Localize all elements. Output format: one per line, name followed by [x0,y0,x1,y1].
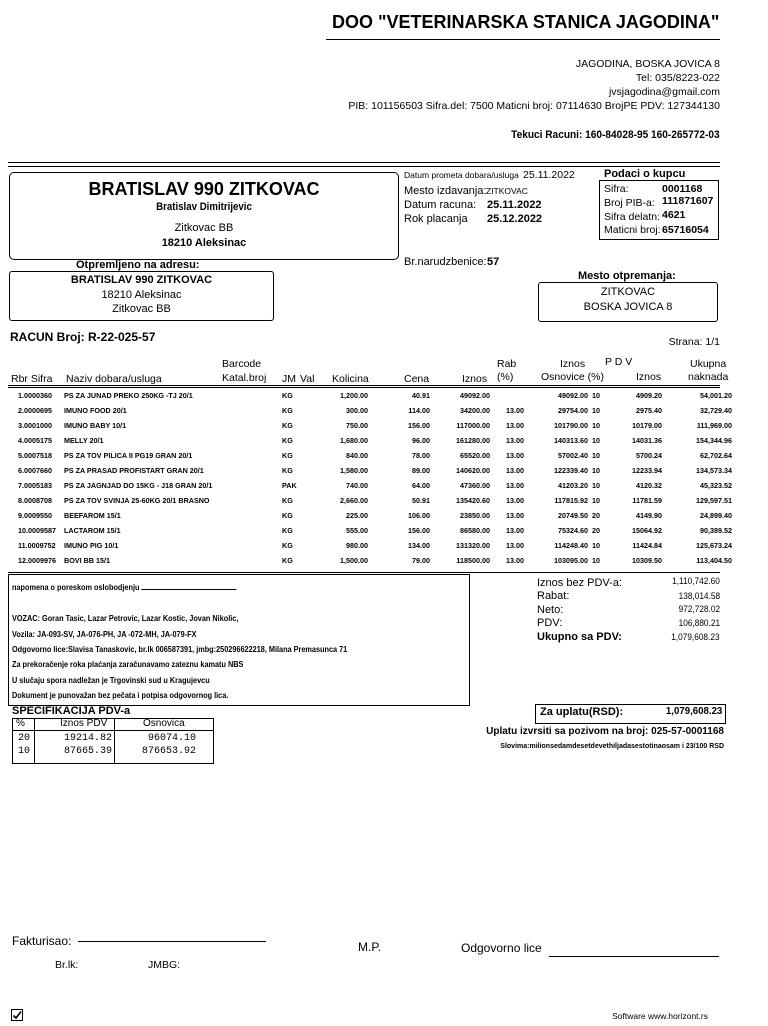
cell-rbr: 6.0007660 [18,466,52,475]
cell-naziv: IMUNO FOOD 20/1 [64,406,127,415]
cell-osn: 117815.92 [554,496,588,505]
total-ukupno-label: Ukupno sa PDV: [537,631,622,643]
cell-rbr: 10.0009587 [18,526,56,535]
note-zakasnjenje: Za prekoračenje roka plaćanja zaračunavamo zateznu kamatu NBS [12,659,244,669]
total-rabat-label: Rabat: [537,590,570,602]
cell-rbr: 5.0007518 [18,451,52,460]
cell-uk: 125,673.24 [696,541,732,550]
cell-rab: 13.00 [506,436,524,445]
spec-cell-osn: 876653.92 [141,746,196,757]
cell-pdv: 2975.40 [636,406,662,415]
cell-jm: KG [282,466,293,475]
cell-osn: 122339.40 [554,466,588,475]
page-number: Strana: 1/1 [668,336,720,348]
shipping-name: BRATISLAV 990 ZITKOVAC [70,274,213,286]
note-spor: U slučaju spora nadležan je Trgovinski sud u Kragujevcu [12,675,210,685]
cell-iznos: 131320.00 [456,541,490,550]
cell-kol: 750.00 [346,421,368,430]
cell-iznos: 161280.00 [456,436,490,445]
cell-rab: 13.00 [506,421,524,430]
cell-cena: 134.00 [408,541,430,550]
cell-rbr: 4.0005175 [18,436,52,445]
cell-iznos: 117000.00 [456,421,490,430]
podaci-pib-label: Broj PIB-a: [604,197,655,209]
cell-cena: 79.00 [412,556,430,565]
cell-rab: 13.00 [506,481,524,490]
buyer-name: BRATISLAV 990 ZITKOVAC [88,179,320,199]
cell-uk: 113,404.50 [696,556,732,565]
table-row [0,511,768,523]
mesto-value: ZITKOVAC [486,186,528,196]
cell-rab: 13.00 [506,526,524,535]
cell-rab: 13.00 [506,556,524,565]
mesto-otpremanja-line2: BOSKA JOVICA 8 [583,301,673,313]
software-credit: Software www.horizont.rs [612,1011,708,1021]
cell-kol: 840.00 [346,451,368,460]
cell-kol: 1,200.00 [340,391,368,400]
cell-naziv: PS ZA JUNAD PREKO 250KG -TJ 20/1 [64,391,193,400]
cell-iznos: 140620.00 [456,466,490,475]
note-dokument: Dokument je punovažan bez pečata i potpisa odgovornog lica. [12,690,229,700]
cell-uk: 54,001.20 [700,391,732,400]
table-row [0,541,768,553]
fakturisao-label: Fakturisao: [12,934,72,948]
company-email: jvsjagodina@gmail.com [608,86,720,98]
cell-pct: 10 [592,436,600,445]
cell-pct: 10 [592,406,600,415]
cell-cena: 89.00 [412,466,430,475]
cell-jm: KG [282,496,293,505]
cell-uk: 62,702.64 [700,451,732,460]
cell-pct: 10 [592,391,600,400]
total-neto-value: 972,728.02 [678,604,720,614]
cell-pdv: 5700.24 [636,451,662,460]
note-vozac: VOZAC: Goran Tasic, Lazar Petrovic, Lazar Kostic, Jovan Nikolic, [12,613,239,623]
table-row [0,391,768,403]
cell-pdv: 4120.32 [636,481,662,490]
total-pdv-label: PDV: [537,617,563,629]
table-row [0,556,768,568]
note-vozila: Vozila: JA-093-SV, JA-076-PH, JA -072-MH, JA-079-FX [12,629,197,639]
cell-iznos: 47360.00 [460,481,490,490]
za-uplatu-label: Za uplatu(RSD): [540,706,624,718]
cell-cena: 64.00 [412,481,430,490]
cell-uk: 90,389.52 [700,526,732,535]
cell-cena: 78.00 [412,451,430,460]
cell-osn: 114248.40 [554,541,588,550]
cell-iznos: 23850.00 [460,511,490,520]
shipping-label: Otpremljeno na adresu: [76,259,200,271]
table-row [0,406,768,418]
cell-rbr: 2.0000695 [18,406,52,415]
table-row [0,526,768,538]
podaci-sifra-label: Sifra: [604,183,629,195]
cell-osn: 75324.60 [558,526,588,535]
table-row [0,436,768,448]
col-kolicina: Kolicina [332,373,369,385]
cell-naziv: MELLY 20/1 [64,436,104,445]
total-bez-pdv-value: 1,110,742.60 [672,576,720,586]
cell-pdv: 11424.84 [632,541,662,550]
buyer-person: Bratislav Dimitrijevic [156,201,252,213]
col-ukupna: Ukupna [690,358,727,370]
cell-rab: 13.00 [506,541,524,550]
cell-uk: 24,899.40 [700,511,732,520]
cell-rab: 13.00 [506,451,524,460]
cell-pct: 20 [592,511,600,520]
table-row [0,451,768,463]
rok-value: 25.12.2022 [487,213,543,225]
total-ukupno-value: 1,079,608.23 [671,632,720,642]
cell-jm: KG [282,421,293,430]
cell-iznos: 135420.60 [456,496,490,505]
cell-pct: 10 [592,466,600,475]
cell-pct: 10 [592,451,600,460]
cell-osn: 103095.00 [554,556,588,565]
cell-rbr: 11.0009752 [18,541,56,550]
podaci-maticni-value: 65716054 [662,224,709,236]
cell-pct: 10 [592,496,600,505]
spec-header-line [12,730,214,731]
cell-pct: 20 [592,526,600,535]
table-row [0,481,768,493]
rok-label: Rok placanja [404,213,468,225]
cell-pdv: 4149.90 [636,511,662,520]
cell-jm: KG [282,511,293,520]
podaci-maticni-label: Maticni broj: [604,224,661,236]
divider [8,162,720,163]
cell-naziv: BEEFAROM 15/1 [64,511,121,520]
cell-kol: 2,660.00 [340,496,368,505]
cell-jm: PAK [282,481,297,490]
shipping-street: Zitkovac BB [112,303,171,315]
podaci-title: Podaci o kupcu [604,168,686,180]
odgovorno-lice-label: Odgovorno lice [461,941,542,955]
cell-rab: 13.00 [506,406,524,415]
promet-label: Datum prometa dobara/usluga [404,170,519,180]
cell-jm: KG [282,556,293,565]
cell-cena: 96.00 [412,436,430,445]
cell-rbr: 7.0005183 [18,481,52,490]
cell-naziv: PS ZA TOV SVINJA 25-60KG 20/1 BRASNO [64,496,210,505]
cell-pct: 10 [592,481,600,490]
cell-kol: 1,500.00 [340,556,368,565]
cell-jm: KG [282,391,293,400]
cell-osn: 140313.60 [554,436,588,445]
col-rab-pct: (%) [497,371,514,383]
promet-value: 25.11.2022 [523,169,575,181]
cell-osn: 57002.40 [558,451,588,460]
total-neto-label: Neto: [537,604,564,616]
fakturisao-line [78,941,266,942]
table-header-line [8,385,720,386]
cell-jm: KG [282,541,293,550]
title-underline [326,39,720,40]
col-naziv: Naziv dobara/usluga [66,373,162,385]
cell-naziv: IMUNO PIG 10/1 [64,541,119,550]
total-pdv-value: 106,880.21 [678,618,720,628]
col-iznos: Iznos [462,373,488,385]
cell-cena: 106.00 [408,511,430,520]
col-iznos-osnovice: Iznos [560,358,586,370]
table-row [0,466,768,478]
cell-iznos: 34200.00 [460,406,490,415]
col-jm: JM [282,373,296,385]
cell-pdv: 4909.20 [636,391,662,400]
podaci-delatn-value: 4621 [662,209,686,221]
datum-label: Datum racuna: [404,199,477,211]
za-uplatu-value: 1,079,608.23 [665,705,722,717]
cell-rbr: 1.0000360 [18,391,52,400]
cell-naziv: PS ZA JAGNJAD DO 15KG - J18 GRAN 20/1 [64,481,213,490]
company-ids: PIB: 101156503 Sifra.del: 7500 Maticni broj: 07114630 BrojPE PDV: 127344130 [348,100,720,112]
notes-box [8,574,470,706]
col-barcode: Barcode [222,358,262,370]
spec-cell-iznos: 19214.82 [63,733,112,744]
col-naknada: naknada [688,371,729,383]
col-val: Val [300,373,315,385]
spec-cell-iznos: 87665.39 [63,746,112,757]
cell-iznos: 65520.00 [460,451,490,460]
cell-pdv: 10309.50 [632,556,662,565]
checkbox-icon [11,1008,23,1020]
col-pdv: P D V [605,356,633,368]
cell-iznos: 118500.00 [456,556,490,565]
cell-pct: 10 [592,556,600,565]
cell-rab: 13.00 [506,496,524,505]
cell-kol: 225.00 [346,511,368,520]
cell-uk: 111,969.00 [696,421,732,430]
cell-cena: 114.00 [408,406,430,415]
cell-rbr: 8.0008708 [18,496,52,505]
jmbg-label: JMBG: [148,959,181,971]
buyer-city: 18210 Aleksinac [161,237,247,249]
cell-cena: 156.00 [408,421,430,430]
table-bottom-line [8,572,720,573]
odgovorno-lice-line [549,956,719,957]
col-katal: Katal.broj [222,372,267,384]
total-rabat-value: 138,014.58 [678,591,720,601]
spec-col-divider [34,718,35,764]
divider [8,166,720,167]
mesto-otpremanja-line1: ZITKOVAC [600,286,656,298]
cell-osn: 20749.50 [558,511,588,520]
spec-col-pct: % [16,718,25,729]
mesto-label: Mesto izdavanja: [404,185,487,197]
podaci-sifra-value: 0001168 [662,183,703,195]
cell-pct: 10 [592,541,600,550]
spec-cell-pct: 10 [18,746,31,757]
cell-naziv: PS ZA TOV PILICA II PG19 GRAN 20/1 [64,451,193,460]
cell-kol: 980.00 [346,541,368,550]
cell-cena: 50.91 [412,496,430,505]
company-tel: Tel: 035/8223-022 [635,72,720,84]
cell-cena: 40.91 [412,391,430,400]
cell-rbr: 9.0009550 [18,511,52,520]
bank-accounts: Tekuci Racuni: 160-84028-95 160-265772-03 [511,129,720,141]
cell-uk: 45,323.52 [700,481,732,490]
cell-osn: 49092.00 [558,391,588,400]
cell-iznos: 86580.00 [460,526,490,535]
table-header-line [8,387,720,388]
spec-col-iznos: Iznos PDV [60,718,108,729]
cell-pdv: 12233.94 [632,466,662,475]
spec-title: SPECIFIKACIJA PDV-a [12,705,131,717]
iznos-slovima: Slovima:milionsedamdesetdevethiljadasestotinaosam i 23/100 RSD [500,743,724,750]
cell-rbr: 12.0009976 [18,556,56,565]
poziv-na-broj: Uplatu izvrsiti sa pozivom na broj: 025-57-0001168 [486,726,724,737]
note-odgovorno: Odgovorno lice:Slavisa Tanaskovic, br.lk 006587391, jmbg:250296622218, Milana Premasunca 71 [12,644,348,654]
spec-col-divider [114,718,115,764]
shipping-city: 18210 Aleksinac [101,289,182,301]
col-rbr: Rbr Sifra [11,373,53,385]
cell-naziv: BOVI BB 15/1 [64,556,110,565]
datum-value: 25.11.2022 [487,199,542,211]
invoice-number: RACUN Broj: R-22-025-57 [10,330,156,344]
table-row [0,496,768,508]
cell-kol: 1,580.00 [340,466,368,475]
col-osnovice: Osnovice (%) [541,371,605,383]
cell-naziv: IMUNO BABY 10/1 [64,421,127,430]
col-rab: Rab [497,358,517,370]
cell-pdv: 10179.00 [632,421,662,430]
cell-kol: 300.00 [346,406,368,415]
cell-cena: 156.00 [408,526,430,535]
cell-naziv: LACTAROM 15/1 [64,526,121,535]
cell-naziv: PS ZA PRASAD PROFISTART GRAN 20/1 [64,466,204,475]
cell-pct: 10 [592,421,600,430]
cell-kol: 555.00 [346,526,368,535]
cell-uk: 32,729.40 [700,406,732,415]
col-cena: Cena [404,373,430,385]
cell-jm: KG [282,436,293,445]
col-pdv-iznos: Iznos [636,371,662,383]
total-bez-pdv-label: Iznos bez PDV-a: [537,577,622,589]
cell-osn: 41203.20 [558,481,588,490]
cell-kol: 1,680.00 [340,436,368,445]
podaci-pib-value: 111871607 [662,195,714,207]
cell-rab: 13.00 [506,511,524,520]
spec-cell-pct: 20 [18,733,31,744]
note-napomena: napomena o poreskom oslobodjenju [12,582,237,592]
cell-jm: KG [282,406,293,415]
podaci-delatn-label: Sifra delatn: [604,211,661,223]
buyer-street: Zitkovac BB [174,222,234,234]
narudzbenica-label: Br.narudzbenice: [404,256,487,268]
table-row [0,421,768,433]
cell-uk: 134,573.34 [696,466,732,475]
mp-label: M.P. [358,940,382,954]
cell-rbr: 3.0001000 [18,421,52,430]
cell-osn: 29754.00 [558,406,588,415]
cell-pdv: 15064.92 [632,526,662,535]
cell-osn: 101790.00 [554,421,588,430]
cell-rab: 13.00 [506,466,524,475]
company-title: DOO "VETERINARSKA STANICA JAGODINA" [332,12,720,32]
company-address: JAGODINA, BOSKA JOVICA 8 [575,58,720,70]
cell-kol: 740.00 [346,481,368,490]
cell-jm: KG [282,526,293,535]
spec-col-osnovica: Osnovica [143,718,185,729]
cell-pdv: 11781.59 [632,496,662,505]
brlk-label: Br.lk: [55,959,79,971]
cell-uk: 154,344.96 [696,436,732,445]
cell-jm: KG [282,451,293,460]
mesto-otpremanja-label: Mesto otpremanja: [578,270,676,282]
narudzbenica-value: 57 [487,256,500,268]
cell-uk: 129,597.51 [696,496,732,505]
cell-iznos: 49092.00 [460,391,490,400]
spec-cell-osn: 96074.10 [147,733,196,744]
cell-pdv: 14031.36 [632,436,662,445]
